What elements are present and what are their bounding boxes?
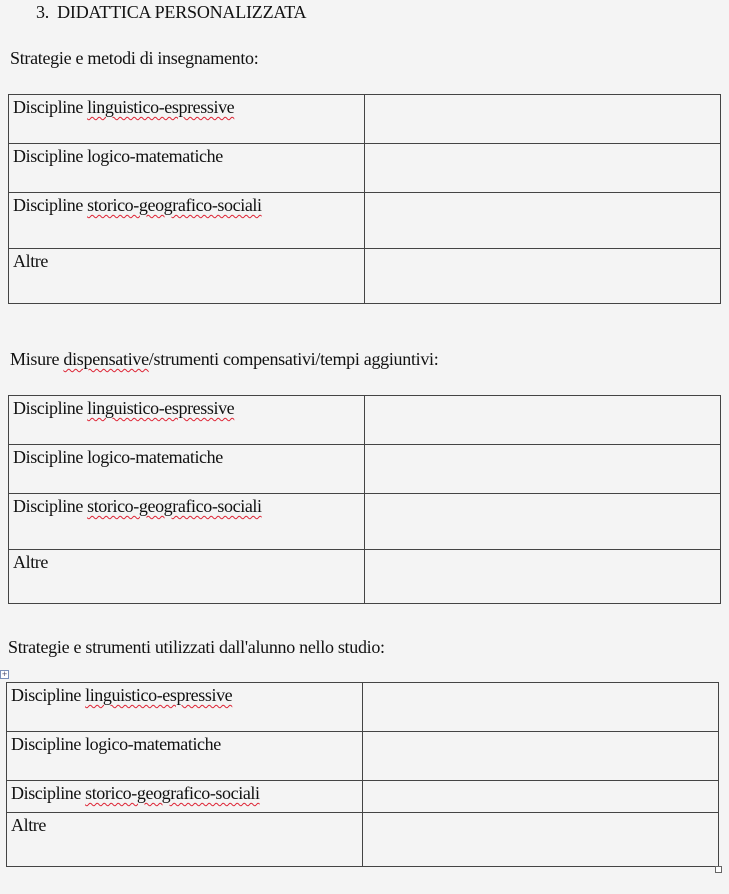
row-label: Discipline logico-matematiche: [7, 732, 363, 781]
table-row: [9, 95, 721, 144]
row-label: Discipline storico-geografico-sociali: [7, 781, 363, 813]
row-input-cell[interactable]: [365, 95, 721, 144]
table-strategie-strumenti: [6, 682, 719, 867]
table-row: [7, 813, 719, 867]
section-title-strategie-strumenti: [8, 637, 385, 658]
table-row: [7, 732, 719, 781]
table-row: [9, 249, 721, 304]
row-input-cell[interactable]: [365, 249, 721, 304]
row-input-cell[interactable]: [363, 683, 719, 732]
row-input-cell[interactable]: [363, 732, 719, 781]
row-label: Discipline storico-geografico-sociali: [9, 193, 365, 249]
table-resize-handle[interactable]: [715, 866, 722, 873]
section-title-strategie-metodi: [10, 48, 258, 69]
section-title-text: Strategie e strumenti utilizzati dall'alunno nello studio:: [8, 637, 385, 657]
row-label: Discipline linguistico-espressive: [9, 396, 365, 445]
row-input-cell[interactable]: [365, 396, 721, 445]
row-input-cell[interactable]: [365, 550, 721, 604]
row-label: Discipline logico-matematiche: [9, 445, 365, 494]
table-row: [9, 193, 721, 249]
row-input-cell[interactable]: [363, 813, 719, 867]
row-label: Discipline linguistico-espressive: [9, 95, 365, 144]
table-row: [9, 445, 721, 494]
row-input-cell[interactable]: [363, 781, 719, 813]
table-row: [9, 550, 721, 604]
table-row: [9, 494, 721, 550]
table-row: [7, 683, 719, 732]
row-label: Altre: [9, 550, 365, 604]
section-title-misure-dispensative: Misure dispensative/strumenti compensativi/tempi aggiuntivi:: [10, 349, 439, 369]
table-row: [7, 781, 719, 813]
move-cross-icon[interactable]: +: [1, 670, 8, 678]
table-strategie-metodi: [8, 94, 721, 304]
table-misure-dispensative: [8, 395, 721, 604]
row-label: Discipline storico-geografico-sociali: [9, 494, 365, 550]
row-input-cell[interactable]: [365, 494, 721, 550]
row-input-cell[interactable]: [365, 144, 721, 193]
row-label: Discipline linguistico-espressive: [7, 683, 363, 732]
section-heading: [36, 2, 306, 23]
row-label: Discipline logico-matematiche: [9, 144, 365, 193]
table-row: [9, 144, 721, 193]
row-label: Altre: [9, 249, 365, 304]
table-row: [9, 396, 721, 445]
row-input-cell[interactable]: [365, 445, 721, 494]
row-label: Altre: [7, 813, 363, 867]
section-heading-text: DIDATTICA PERSONALIZZATA: [57, 2, 307, 22]
section-number: 3.: [36, 2, 50, 22]
row-input-cell[interactable]: [365, 193, 721, 249]
section-title-text: Strategie e metodi di insegnamento:: [10, 48, 259, 68]
